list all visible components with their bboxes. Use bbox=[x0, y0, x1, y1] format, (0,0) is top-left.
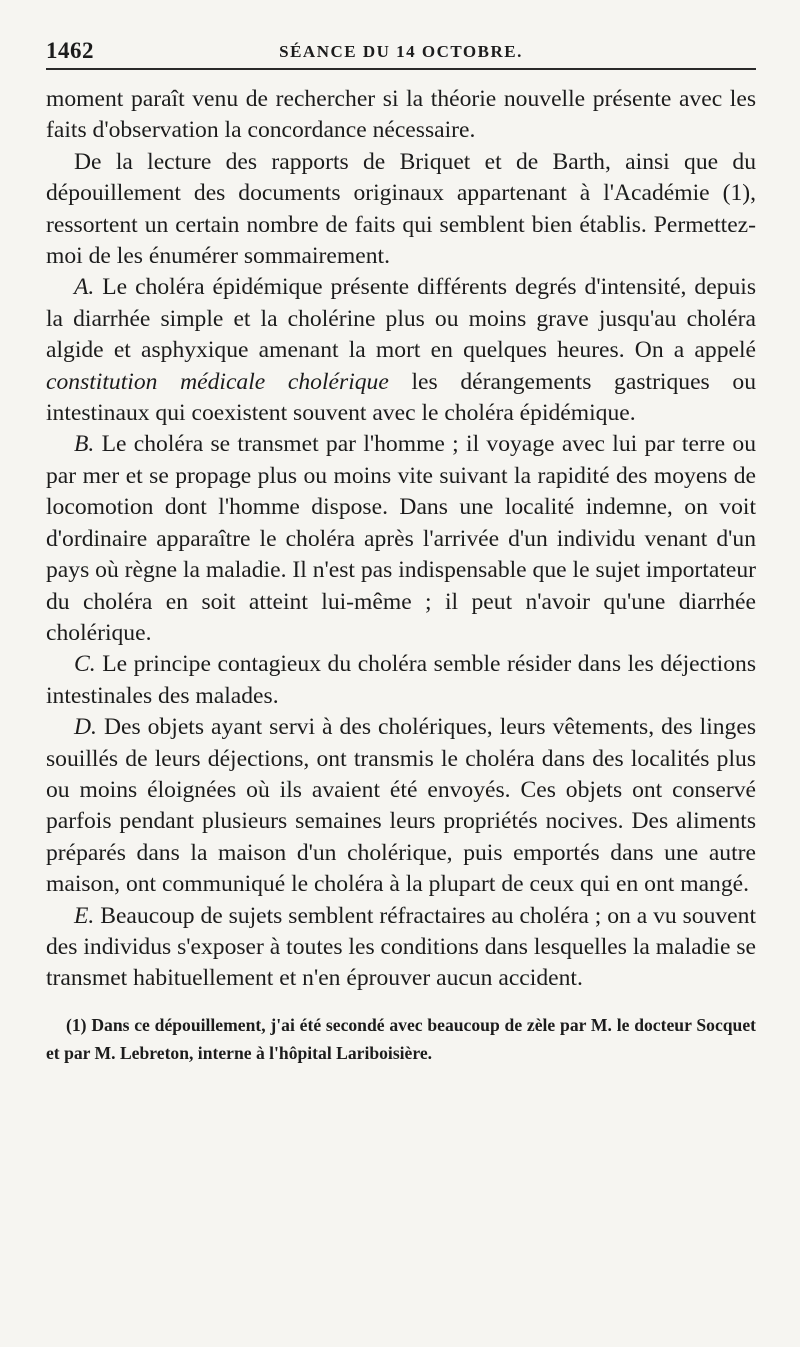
paragraph-continuation: moment paraît venu de rechercher si la théorie nouvelle présente avec les faits d'observation la concordance nécessaire. bbox=[46, 86, 756, 144]
paragraph-intro: De la lecture des rapports de Briquet et de Barth, ainsi que du dépouillement des documents originaux appartenant à l'Académie (1), ressortent un certain nombre de faits qui semblent bien établis. Permettez-moi de les énumérer sommairement. bbox=[46, 148, 756, 270]
paragraph-a-text-start: Le choléra épidémique présente différents degrés d'intensité, depuis la diarrhée simple et la cholérine plus ou moins grave jusqu'au choléra algide et asphyxique amenant la mort en quelques heures. On a appelé bbox=[46, 274, 756, 364]
paragraph-d-text: Des objets ayant servi à des cholériques, leurs vêtements, des linges souillés de leurs déjections, ont transmis le choléra dans des localités plus ou moins éloignées où ils avaient été envoyés. Ces objets ont conservé parfois pendant plusieurs semaines leurs propriétés nocives. Des aliments préparés dans la maison d'un cholérique, puis emportés dans une autre maison, ont communiqué le choléra à la plupart de ceux qui en ont mangé. bbox=[46, 714, 756, 898]
running-title: SÉANCE DU 14 OCTOBRE. bbox=[279, 42, 523, 61]
paragraph-e-text: Beaucoup de sujets semblent réfractaires au choléra ; on a vu souvent des individus s'exposer à toutes les conditions dans lesquelles la maladie se transmet habituellement et n'en éprouver aucun accident. bbox=[46, 902, 757, 992]
running-head bbox=[46, 34, 756, 70]
paragraph-a-emphasis: constitution médicale cholérique bbox=[46, 368, 389, 395]
paragraph-b-text: Le choléra se transmet par l'homme ; il voyage avec lui par terre ou par mer et se propage plus ou moins vite suivant la rapidité des moyens de locomotion dont l'homme dispose. Dans une localité indemne, on voit d'ordinaire apparaître le choléra après l'arrivée d'un individu venant d'un pays où règne la maladie. Il n'est pas indispensable que le sujet importateur du choléra en soit atteint lui-même ; il peut n'avoir qu'une diarrhée cholérique. bbox=[46, 431, 756, 646]
paragraph-a-text-end: les dérangements gastriques ou intestinaux qui coexistent souvent avec le choléra épidémique. bbox=[46, 368, 756, 427]
page-number: 1462 bbox=[46, 38, 94, 63]
paragraph-e bbox=[46, 901, 756, 995]
item-letter-e: E. bbox=[74, 902, 95, 929]
footnote: (1) Dans ce dépouillement, j'ai été secondé avec beaucoup de zèle par M. le docteur Socquet et par M. Lebreton, interne à l'hôpital Lariboisière. bbox=[46, 1014, 756, 1063]
item-letter-d: D. bbox=[74, 714, 97, 741]
item-letter-a: A. bbox=[74, 274, 95, 301]
item-letter-b: B. bbox=[74, 431, 95, 458]
item-letter-c: C. bbox=[74, 651, 96, 678]
body-text bbox=[46, 84, 756, 995]
paragraph-c-text: Le principe contagieux du choléra semble résider dans les déjections intestinales des malades. bbox=[46, 651, 756, 709]
paragraph-d bbox=[46, 712, 756, 900]
paragraph-a bbox=[46, 272, 756, 429]
paragraph-c bbox=[46, 649, 756, 712]
paragraph-b bbox=[46, 429, 756, 649]
